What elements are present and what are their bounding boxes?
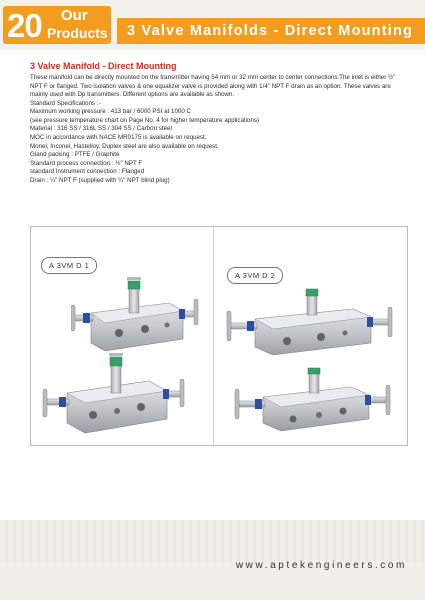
header-title-bar [117,18,425,44]
spec-line: Maximum working pressure : 413 bar / 6000 PSI at 1000 C [30,108,191,116]
badge-our-label: Our [61,7,88,24]
section-title: 3 Valve Manifold - Direct Mounting [30,61,177,71]
spec-line: standard Instrument connection : Flanged [30,168,145,176]
spec-line: Drain : ¼" NPT F (supplied with ¼" NPT blind plug) [30,176,170,184]
spec-line: Material : 316 SS / 316L SS / 304 SS / Carbon steel [30,125,172,133]
page-number-badge [3,6,111,44]
product-label-d2: A 3VM D 2 [227,267,283,284]
spec-line: MOC in accordance with NACE MR0175 is available on request. [30,133,207,141]
valve-manifold-image-d1-bottom [41,347,191,441]
panel-divider [213,227,214,445]
section-content [30,60,402,185]
spec-line: Standard Specifications :- [30,99,101,107]
spec-line: Monel, Inconel, Hastelloy, Duplex steel are also available on request. [30,142,219,150]
valve-manifold-image-d2-bottom [229,367,397,441]
spec-line: Standard process connection : ½" NPT F [30,159,143,167]
footer-pattern-band [0,520,425,562]
product-label-d1: A 3VM D 1 [41,257,97,274]
spec-line: Gland packing : PTFE / Graphite [30,151,120,159]
spec-line: (see pressure temperature chart on Page No. 4 for higher temperature applications) [30,116,260,124]
website-link[interactable]: www.aptekengineers.com [235,560,407,571]
section-description: These manifold can be directly mounted on the transmitter having 54 mm or 32 mm center to center connections.The inlet is either ½" NPT F or flanged. Two isolation valves & one equalizer valve is provided along with 1/4" NPT F drain as an option. These valves are mainly used with Dp transmitters. Different options are available as shown. [30,74,396,99]
valve-manifold-image-d2-top [225,285,397,363]
badge-products-label: Products [47,25,108,41]
page-header [0,0,425,50]
page-number: 20 [7,7,42,44]
page-title: 3 Valve Manifolds - Direct Mounting [127,23,414,39]
product-photo-panel [30,226,408,446]
